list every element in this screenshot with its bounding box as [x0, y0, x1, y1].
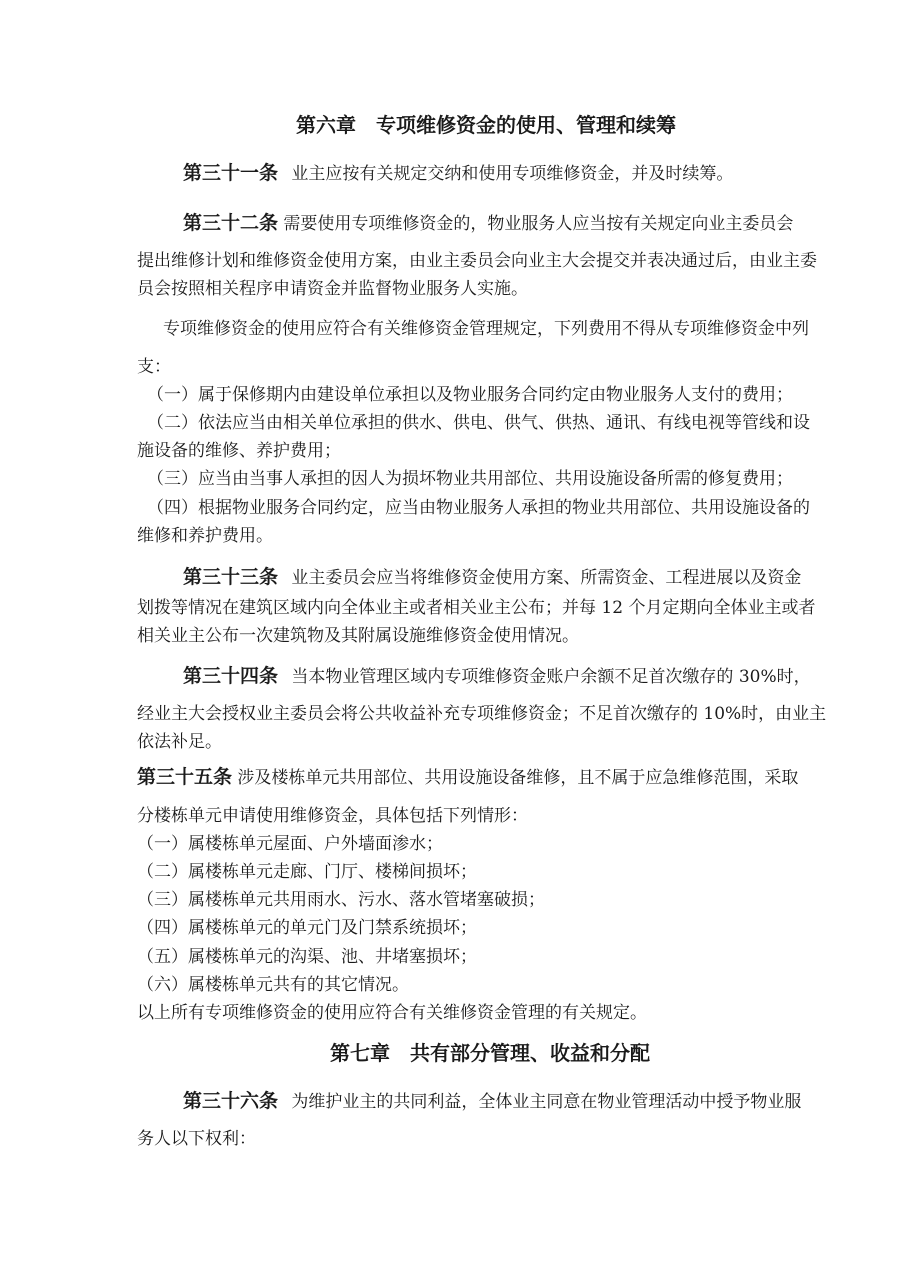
article-33-text: 业主委员会应当将维修资金使用方案、所需资金、工程进展以及资金 [291, 568, 802, 588]
article-33-line-3: 相关业主公布一次建筑物及其附属设施维修资金使用情况。 [137, 626, 579, 646]
article-36-line-1 [183, 1090, 801, 1113]
article-33-label: 第三十三条 [183, 566, 279, 588]
chapter-7-heading: 第七章 共有部分管理、收益和分配 [330, 1041, 650, 1065]
article-32-para-2-line-2: 支： [137, 357, 171, 377]
article-35-item-6: （六）属楼栋单元共有的其它情况。 [137, 975, 409, 995]
article-35-text: 涉及楼栋单元共用部位、共用设施设备维修，且不属于应急维修范围，采取 [237, 768, 799, 788]
article-32-item-2-cont: 施设备的维修、养护费用； [137, 441, 341, 461]
article-35-label: 第三十五条 [137, 766, 233, 788]
article-31-label: 第三十一条 [183, 162, 279, 184]
article-34-line-1 [183, 665, 811, 688]
article-35-item-4: （四）属楼栋单元的单元门及门禁系统损坏； [137, 918, 477, 938]
article-32-item-1: （一）属于保修期内由建设单位承担以及物业服务合同约定由物业服务人支付的费用； [147, 385, 793, 405]
article-32-line-2: 提出维修计划和维修资金使用方案，由业主委员会向业主大会提交并表决通过后，由业主委 [137, 251, 817, 271]
article-36-label: 第三十六条 [183, 1090, 279, 1112]
chapter-6-heading: 第六章 专项维修资金的使用、管理和续筹 [296, 113, 676, 137]
article-34-label: 第三十四条 [183, 665, 279, 687]
article-35-item-1: （一）属楼栋单元屋面、户外墙面渗水； [137, 834, 443, 854]
article-32-item-4: （四）根据物业服务合同约定，应当由物业服务人承担的物业共用部位、共用设施设备的 [147, 498, 810, 518]
article-35-closing: 以上所有专项维修资金的使用应符合有关维修资金管理的有关规定。 [137, 1003, 647, 1023]
article-33-line-1 [183, 566, 801, 589]
article-35-line-1 [137, 766, 798, 789]
article-35-item-5: （五）属楼栋单元的沟渠、池、井堵塞损坏； [137, 947, 477, 967]
article-32-label: 第三十二条 [183, 212, 279, 234]
article-36-line-2: 务人以下权利： [137, 1129, 256, 1149]
article-34-line-3: 依法补足。 [137, 732, 222, 752]
article-32-text: 需要使用专项维修资金的，物业服务人应当按有关规定向业主委员会 [283, 214, 794, 234]
article-35-line-2: 分楼栋单元申请使用维修资金，具体包括下列情形： [137, 806, 528, 826]
article-33-line-2: 划拨等情况在建筑区域内向全体业主或者相关业主公布；并每 12 个月定期向全体业主或者 [137, 598, 816, 618]
article-34-line-2: 经业主大会授权业主委员会将公共收益补充专项维修资金；不足首次缴存的 10%时，由业主 [137, 704, 827, 724]
article-34-text: 当本物业管理区域内专项维修资金账户余额不足首次缴存的 30%时， [291, 667, 811, 687]
article-32-item-2: （二）依法应当由相关单位承担的供水、供电、供气、供热、通讯、有线电视等管线和设 [147, 413, 810, 433]
article-35-item-3: （三）属楼栋单元共用雨水、污水、落水管堵塞破损； [137, 890, 545, 910]
article-32-para-2-line-1: 专项维修资金的使用应符合有关维修资金管理规定，下列费用不得从专项维修资金中列 [163, 319, 809, 339]
article-35-item-2: （二）属楼栋单元走廊、门厅、楼梯间损坏； [137, 862, 477, 882]
article-31-text: 业主应按有关规定交纳和使用专项维修资金，并及时续筹。 [291, 164, 734, 184]
article-36-text: 为维护业主的共同利益，全体业主同意在物业管理活动中授予物业服 [291, 1092, 802, 1112]
article-32-line-1 [183, 212, 793, 235]
article-32-item-4-cont: 维修和养护费用。 [137, 526, 273, 546]
article-32-line-3: 员会按照相关程序申请资金并监督物业服务人实施。 [137, 279, 528, 299]
article-32-item-3: （三）应当由当事人承担的因人为损坏物业共用部位、共用设施设备所需的修复费用； [147, 469, 793, 489]
article-31 [183, 162, 733, 185]
